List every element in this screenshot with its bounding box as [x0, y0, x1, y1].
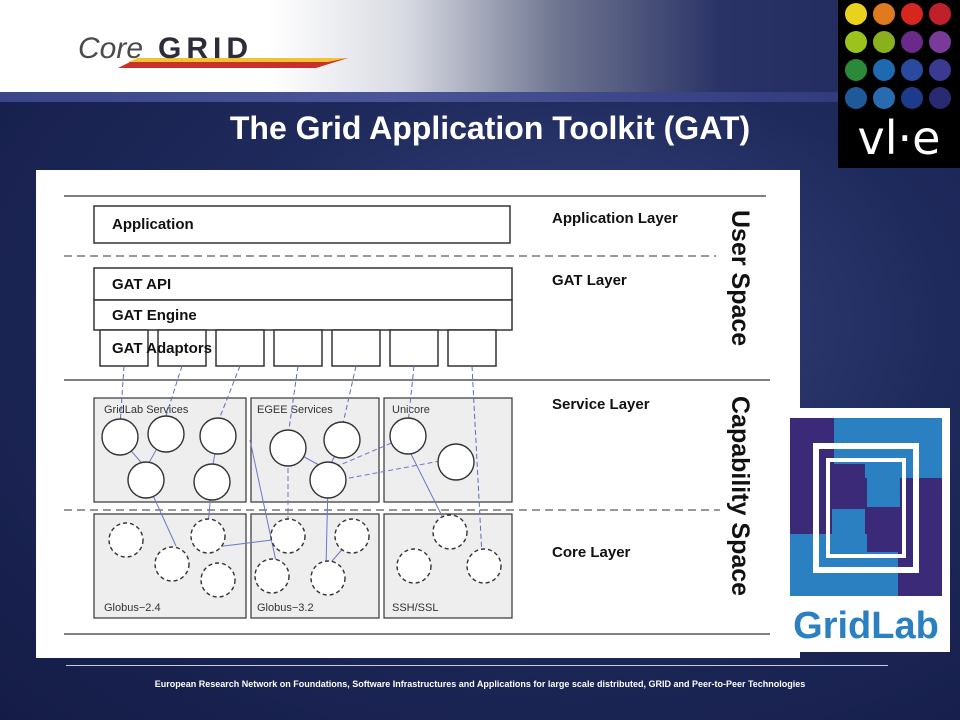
vle-logo	[838, 0, 960, 168]
gridlab-window-icon	[782, 408, 950, 604]
user-space-label: User Space	[726, 210, 754, 347]
adaptor-box	[448, 330, 496, 366]
footer-divider	[66, 665, 888, 666]
service-label: Unicore	[392, 404, 430, 416]
gridlab-logo	[782, 408, 950, 652]
gat-adaptors-label: GAT Adaptors	[112, 340, 212, 357]
svg-text:Core: Core	[78, 32, 144, 65]
gridlab-logo-text: GridLab	[793, 605, 939, 647]
layer-label-service: Service Layer	[552, 396, 650, 413]
layer-label-application: Application Layer	[552, 210, 678, 227]
coregrid-logo	[78, 28, 358, 72]
service-label: EGEE Services	[257, 404, 333, 416]
gat-api-label: GAT API	[112, 276, 172, 293]
adaptor-box	[332, 330, 380, 366]
vle-logo-text: vl·e	[857, 111, 941, 165]
core-label: SSH/SSL	[392, 602, 439, 614]
service-label: GridLab Services	[104, 404, 189, 416]
footer-text: European Research Network on Foundations, Software Infrastructures and Applications for large scale distributed, GRID and Peer-to-Peer Technologies	[154, 679, 806, 689]
adaptor-box	[216, 330, 264, 366]
gat-engine-label: GAT Engine	[112, 307, 197, 324]
svg-text:GRID: GRID	[158, 32, 253, 65]
core-label: Globus−2.4	[104, 602, 161, 614]
adaptor-box	[390, 330, 438, 366]
vle-pattern-icon	[838, 0, 960, 110]
layer-label-gat: GAT Layer	[552, 272, 627, 289]
gat-architecture-diagram	[36, 170, 800, 658]
core-label: Globus−3.2	[257, 602, 314, 614]
application-box-label: Application	[112, 216, 194, 233]
page-title: The Grid Application Toolkit (GAT)	[229, 110, 751, 146]
adaptor-box	[274, 330, 322, 366]
layer-label-core: Core Layer	[552, 544, 631, 561]
capability-space-label: Capability Space	[726, 396, 754, 597]
header-stripe	[0, 92, 960, 102]
